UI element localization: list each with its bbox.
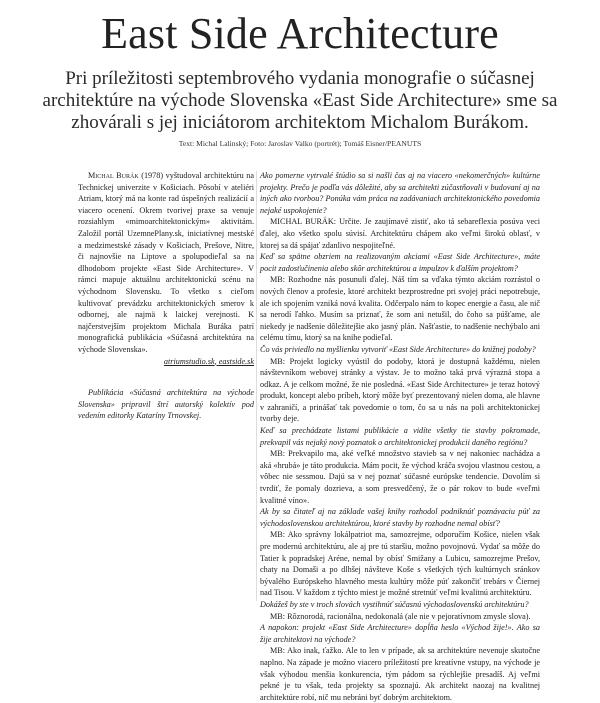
bio-links	[78, 356, 254, 368]
book-caption: Publikácia «Súčasná architektúra na východe Slovenska» pripravil štrí autorský kolektív pod vedením editorky Kataríny Trnovskej.	[78, 388, 254, 421]
interview-column	[260, 170, 540, 703]
interview-question: Dokážeš by ste v troch slovách vystihnúť súčasnú východoslovenskú architektúru?	[260, 599, 529, 609]
article-subtitle: Pri príležitosti septembrového vydania monografie o súčasnej architektúre na východe Slovenska «East Side Architecture» sme sa zhovárali s jej iniciátorom architektom Michalom Burákom.	[42, 68, 558, 133]
interview-answer: MB: Ako správny lokálpatriot ma, samozrejme, odporučím Košice, nielen však pre modernú architektúru, ale aj pre tú staršiu, možno povojnovú. Vydať sa môže do Tatier k popradskej Aréne, nemal by obísť Smižany a Lubicu, samozrejme Prešov, chaty na Domaši a po dlhšej návšteve Koše s všetkých tých kultúrnych sránkov bývalého Európskeho hlavného mesta kultúry môže púť zakončiť trebárs v Čiernej nad Tisou. V každom z týchto miest je možné stretnúť veľmi kvalitnú architektúru.	[260, 530, 540, 598]
link-eastside[interactable]: eastside.sk	[218, 356, 254, 366]
interview-question: Keď sa prechádzate listami publikácie a vidíte všetky tie stavby pokromade, prekvapil vás nejaký nový poznatok o architektonickej produkcii daného regiónu?	[260, 426, 540, 447]
interview-answer: MB: Projekt logicky vyústil do podoby, ktorá je dostupná každému, nielen návštevníkom webovej stránky a výstav. Je to možno taká prvá výrazná stopa a odkaz. A je celkom možné, že nie posledná. «East Side Architecture» je teraz hotový produkt, koncept alebo príbeh, ktorý môže byť prezentovaný nielen doma, ale hlavne v zahraničí, a prinášať tak povedomie o tom, čo sa u nás na poli architektonickej tvorby deje.	[260, 356, 540, 424]
interview-answer: MB: Prekvapilo ma, aké veľké množstvo stavieb sa v nej nakoniec nachádza a aká «hrubá» je táto produkcia. Mám pocit, že východ kráča svojou vlastnou cestou, a vôbec nie sessmou. Dajú sa v nej poznať súčasné európske tendencie. Dovolím si tvrdiť, že pomaly dozrieva, a som presvedčený, že o pár rokov to bude «veľmi kvalitné víno».	[260, 449, 540, 505]
link-separator: ,	[214, 356, 219, 366]
interview-question: Ak by sa čitateľ aj na základe vašej knihy rozhodol podniknúť poznávaciu púť za východoslovenskou architektúrou, ktoré stavby by rozhodne nemal obísť?	[260, 507, 540, 528]
interview-question: Ako pomerne vytrvalé štúdio sa si našli čas aj na viacero «nekomerčných» kultúrne projekty. Prečo je podľa vás dôležité, aby sa architekti zúčastňovali v budovaní aj na iných ako tvorbou? Ponúka vám práca na zadávaniach architektonického povedomia nejaké uspokojenie?	[260, 171, 540, 215]
interview-question: A napokon: projekt «East Side Architecture» dopĺňa heslo «Východ žije!». Ako sa žije architektovi na východe?	[260, 623, 540, 644]
interview-question: Keď sa spätne obzriem na realizovaným akciami «East Side Architecture», máte pocit zadosťučinenia alebo skôr architektúrou a impulzov k ďalším projektom?	[260, 252, 540, 273]
photo-credits: Text: Michal Lalinský; Foto: Jaroslav Valko (portrét); Tomáš Eisner/PEANUTS	[178, 139, 422, 148]
bio-name: Michal Burák	[88, 171, 139, 180]
interview-answer: MB: Rôznorodá, racionálna, nedokonalá (ale nie v pejoratívnom zmysle slova).	[270, 611, 531, 621]
interview-answer: MB: Rozhodne nás posunuli ďalej. Náš tím sa vďaka týmto akciám rozrástol o nových členov a profesie, ktoré architekt bezprostredne pri svojej práci nepotrebuje, ale ich spojením vzniká nová kvalita. Odčerpalo nám to kopec energie a času, ale nič sa nerodí ľahko. Musím sa priznať, že som ani netušil, do čoho sa púšťame, ale niekedy je nadšenie dôležitejšie ako jasný plán. Našťastie, to nadšenie nechýbalo ani celému tímu, ktorý sa na knihe podieľal.	[260, 275, 540, 343]
article-title: East Side Architecture	[101, 9, 499, 58]
bio-text: (1978) vyštudoval architektúru na Technickej univerzite v Košiciach. Pôsobí v ateliéri Atriam, ktorý má na konte rad úspešných realizácií a viacero ocenení. Okrem tvorivej praxe sa venuje rozsiahlym «mimoarchitektonickým» aktivitám. Založil portál UzemnePlany.sk, iniciatívnej mestské a medzimestské zásady v Košiciach, Prešove, Nitre, či najnovšie na Liptove a spolupodieľal sa na dlhodobom projekte «East Side Architecture». V rámci mapuje aktuálnu architektonickú scénu na východnom Slovensku. To všetko s cieľom kultivovať prevádzku architektonických smerov k odbornej, ale najmä k laickej verejnosti. K najčerstvejším projektom Michala Buráka patrí monografická publikácia «Súčasná architektúra na východe Slovenska».	[78, 171, 255, 354]
bio-paragraph	[78, 170, 254, 356]
column-divider	[256, 171, 257, 601]
interview-answer: MB: Ako inak, ťažko. Ale to len v prípade, ak sa architektúre nevenuje skutočne naplno. Na západe je možno viacero príležitostí pre kreatívne vstupy, na východe je však výhodou menšia konkurencia, tým pádom sa rýchlejšie presadíš. Aj veľmi pekné je tu však, teda projekty sa spoznajú. Ak architekt naozaj na kvalitnej architektúre robí, nič mu nebráni byť dobrým architektom.	[260, 646, 540, 702]
link-atriumstudio[interactable]: atriumstudio.sk	[163, 356, 215, 366]
bio-column	[78, 170, 254, 422]
interview-answer: MICHAL BURÁK: Určite. Je zaujímavé zistiť, ako tá sebareflexia posúva veci ďalej, ako všetko spolu súvisí. Architektúru chápem ako veľmi širokú oblasť, v ktorej sa dá spájať zdanlivo nespojiteľné.	[260, 217, 540, 250]
interview-question: Čo vás priviedlo na myšlienku vytvoriť «East Side Architecture» do knižnej podoby?	[260, 344, 536, 354]
